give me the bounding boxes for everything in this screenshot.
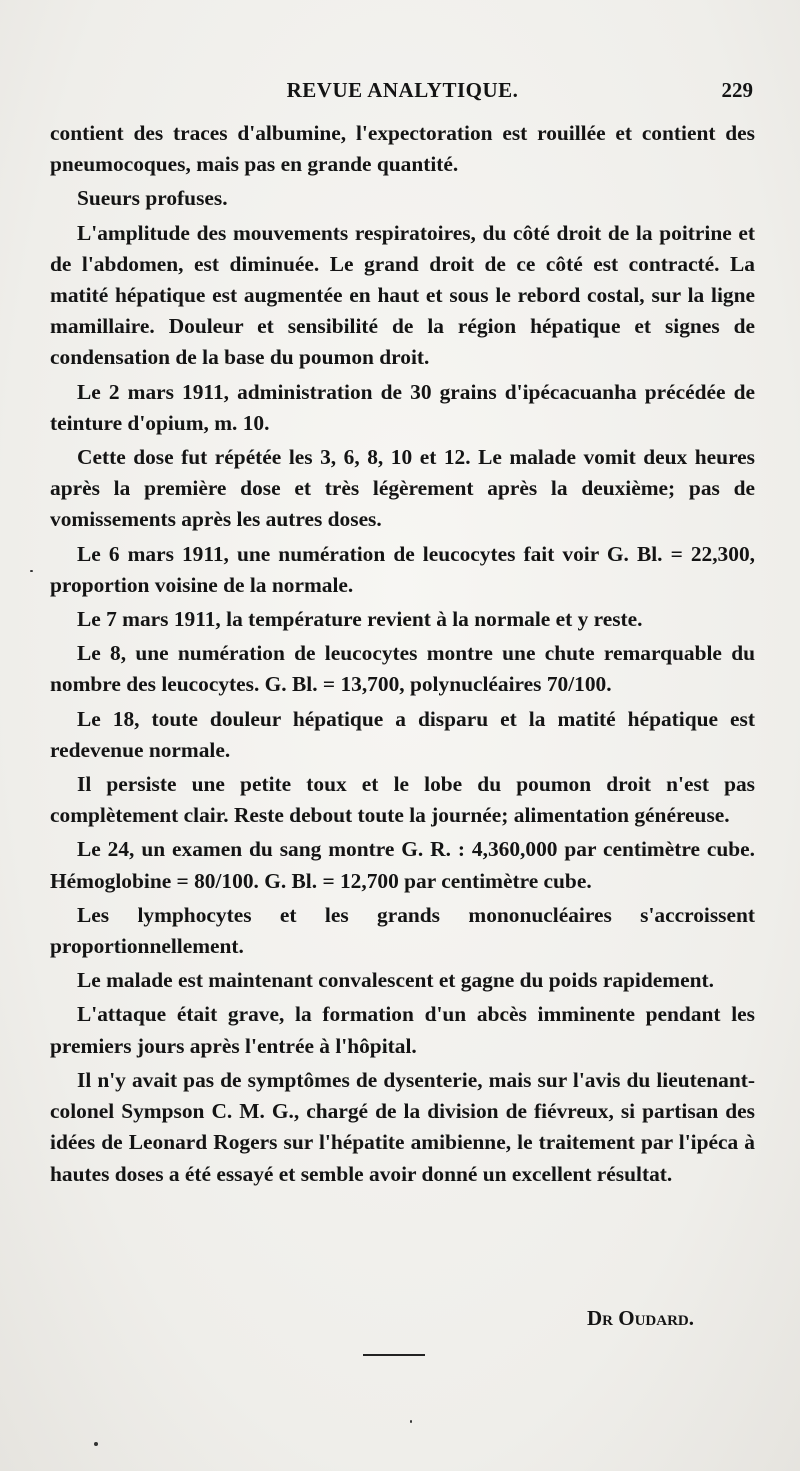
paragraph: Le 2 mars 1911, administration de 30 grains d'ipécacuanha précédée de teinture d'opium, m. 10.	[50, 379, 755, 435]
page-number: 229	[721, 78, 753, 102]
scan-speck	[94, 1442, 98, 1446]
article-body	[50, 118, 755, 1193]
paragraph: L'amplitude des mouvements respiratoires, du côté droit de la poitrine et de l'abdomen, est diminuée. Le grand droit de ce côté est contracté. La matité hépatique est augmentée en haut et sous le rebord costal, sur la ligne mamillaire. Douleur et sensibilité de la région hépatique et signes de condensation de la base du poumon droit.	[50, 220, 755, 370]
paragraph: Le malade est maintenant convalescent et gagne du poids rapidement.	[77, 968, 714, 993]
paragraph: L'attaque était grave, la formation d'un abcès imminente pendant les premiers jours après l'entrée à l'hôpital.	[50, 1002, 755, 1058]
running-head: REVUE ANALYTIQUE.	[286, 78, 519, 102]
paragraph: contient des traces d'albumine, l'expectoration est rouillée et contient des pneumocoques, mais pas en grande quantité.	[50, 121, 755, 177]
scan-speck	[30, 570, 33, 572]
paragraph: Le 24, un examen du sang montre G. R. : 4,360,000 par centimètre cube. Hémoglobine = 80/100. G. Bl. = 12,700 par centimètre cube.	[50, 837, 755, 893]
author-signature: Dr Oudard.	[587, 1306, 694, 1330]
paragraph: Le 6 mars 1911, une numération de leucocytes fait voir G. Bl. = 22,300, proportion voisine de la normale.	[50, 541, 755, 597]
paragraph: Le 8, une numération de leucocytes montre une chute remarquable du nombre des leucocytes. G. Bl. = 13,700, polynucléaires 70/100.	[50, 641, 755, 697]
paragraph: Cette dose fut répétée les 3, 6, 8, 10 et 12. Le malade vomit deux heures après la première dose et très légèrement après la deuxième; pas de vomissements après les autres doses.	[50, 445, 755, 532]
paragraph: Il n'y avait pas de symptômes de dysenterie, mais sur l'avis du lieutenant-colonel Sympson C. M. G., chargé de la division de fiévreux, si partisan des idées de Leonard Rogers sur l'hépatite amibienne, le traitement par l'ipéca à hautes doses a été essayé et semble avoir donné un excellent résultat.	[50, 1067, 755, 1186]
paragraph: Sueurs profuses.	[77, 186, 228, 211]
page-header	[50, 74, 755, 108]
paragraph: Il persiste une petite toux et le lobe du poumon droit n'est pas complètement clair. Reste debout toute la journée; alimentation généreuse.	[50, 772, 755, 828]
paragraph: Les lymphocytes et les grands mononucléaires s'accroissent proportionnellement.	[50, 902, 755, 959]
scan-speck	[410, 1420, 412, 1423]
paragraph: Le 18, toute douleur hépatique a disparu et la matité hépatique est redevenue normale.	[50, 706, 755, 762]
end-rule-divider	[363, 1354, 425, 1356]
paragraph: Le 7 mars 1911, la température revient à la normale et y reste.	[77, 607, 643, 632]
